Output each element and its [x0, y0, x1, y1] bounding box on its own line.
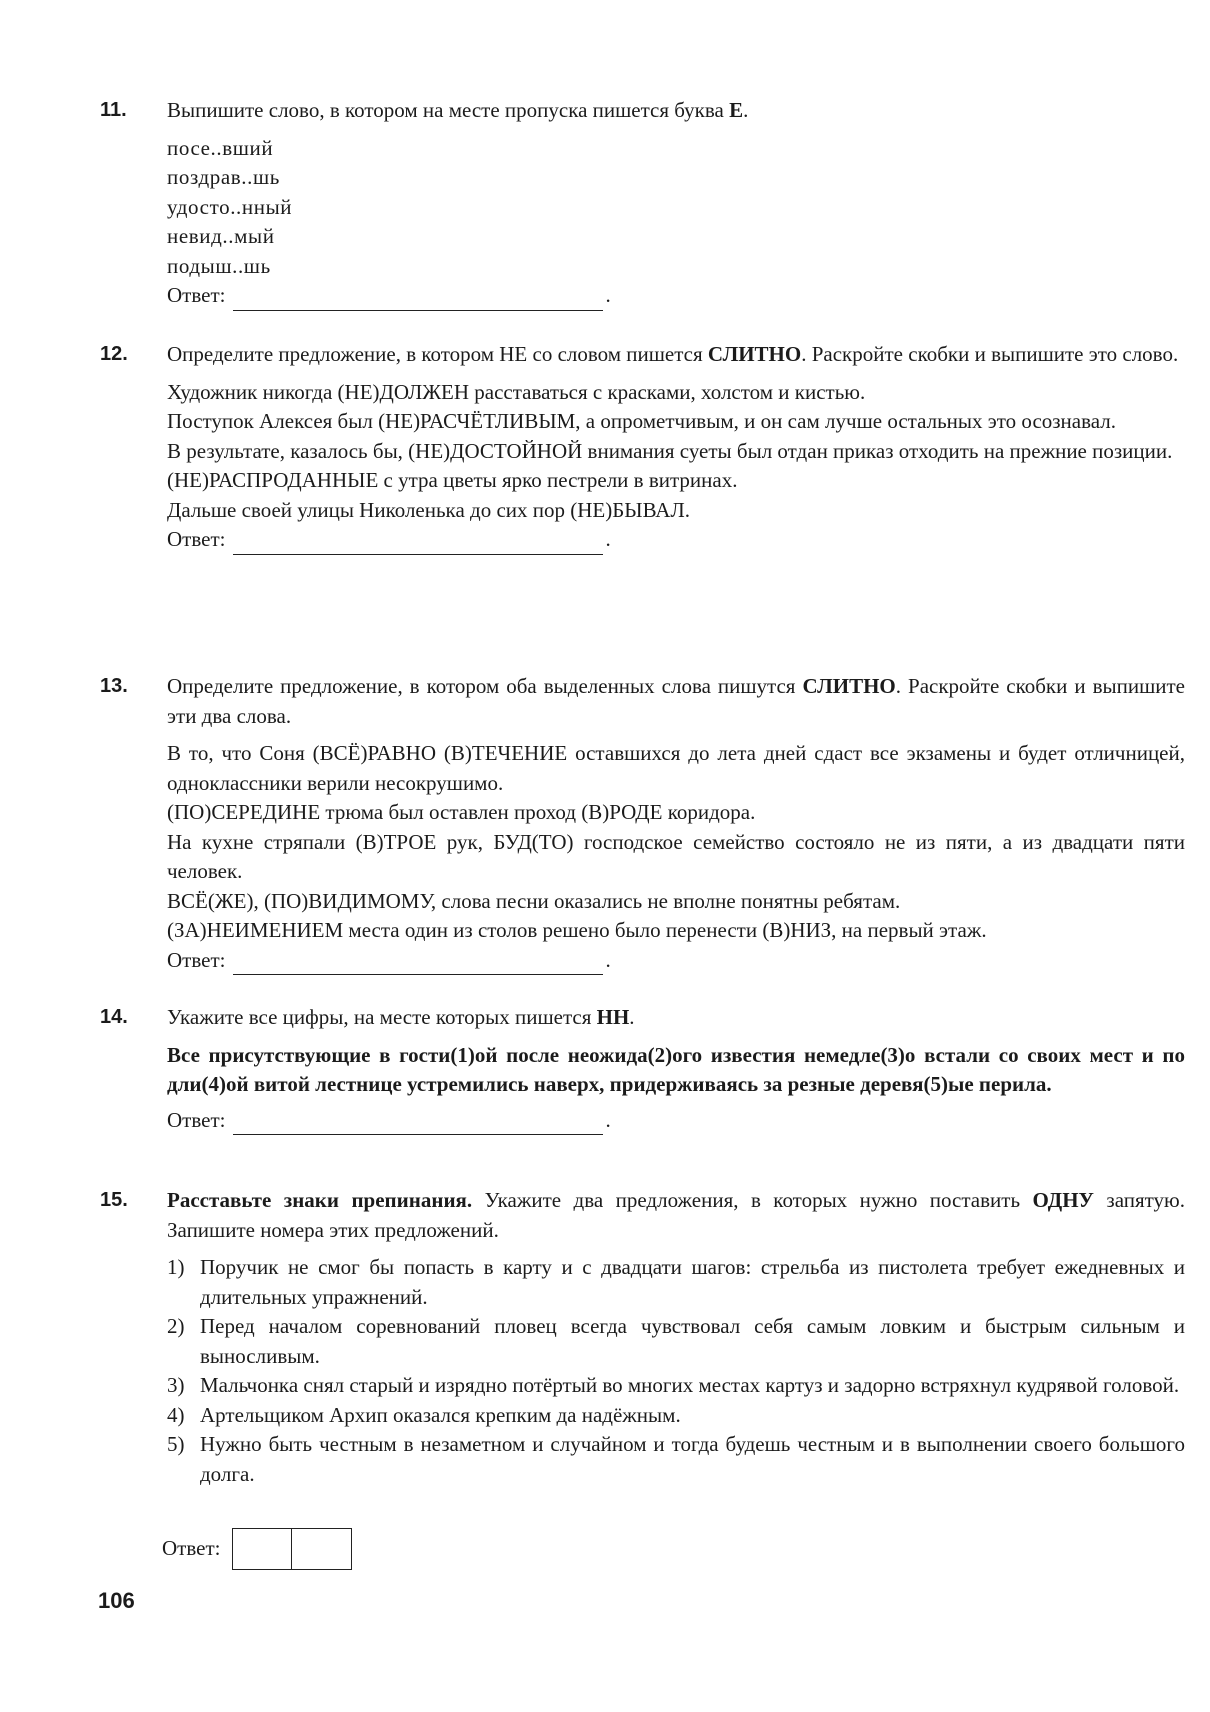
list-item: 5) Нужно быть честным в незаметном и случайном и тогда будешь честным и в выполнении своего большого долга.: [167, 1432, 1185, 1486]
answer-field[interactable]: [233, 290, 603, 311]
list-item: Дальше своей улицы Николенька до сих пор (НЕ)БЫВАЛ.: [167, 497, 690, 522]
answer-label: Ответ:: [167, 527, 226, 551]
list-item: ВСЁ(ЖЕ), (ПО)ВИДИМОМУ, слова песни оказались не вполне понятны ребятам.: [167, 888, 901, 913]
list-item: Поступок Алексея был (НЕ)РАСЧЁТЛИВЫМ, а опрометчивым, и он сам лучше остальных это осознавал.: [167, 409, 1116, 433]
answer-label: Ответ:: [167, 947, 226, 972]
sentence-list: [167, 378, 1185, 526]
task-number: 13.: [100, 675, 128, 697]
list-item: 2) Перед началом соревнований пловец всегда чувствовал себя самым ловким и быстрым сильным и выносливым.: [167, 1314, 1185, 1368]
list-item: (ЗА)НЕИМЕНИЕМ места один из столов решено было перенести (В)НИЗ, на первый этаж.: [167, 918, 987, 942]
task-question: Укажите все цифры, на месте которых пишется НН.: [167, 1005, 635, 1029]
answer-box[interactable]: [292, 1528, 352, 1570]
list-item: 3) Мальчонка снял старый и изрядно потёртый во многих местах картуз и задорно встряхнул кудрявой головой.: [167, 1373, 1180, 1397]
answer-row: Ответ: .: [167, 525, 1185, 555]
list-item: поздрав..шь: [167, 165, 280, 189]
answer-row: Ответ: .: [167, 946, 1185, 976]
list-item: подыш..шь: [167, 253, 271, 278]
answer-label: Ответ:: [167, 283, 226, 307]
task-14: [100, 1003, 1185, 1135]
task-number: 15.: [100, 1189, 128, 1211]
list-item: Художник никогда (НЕ)ДОЛЖЕН расставаться с красками, холстом и кистью.: [167, 379, 866, 404]
option-list: [167, 1253, 1185, 1489]
answer-row: Ответ: .: [167, 281, 1185, 311]
list-item: посе..вший: [167, 135, 274, 160]
task-number: 14.: [100, 1006, 128, 1028]
answer-label: Ответ:: [167, 1107, 226, 1132]
list-item: В то, что Соня (ВСЁ)РАВНО (В)ТЕЧЕНИЕ оставшихся до лета дней сдаст все экзамены и будет отличницей, одноклассники верили несокрушимо.: [167, 741, 1185, 795]
task-number: 11.: [100, 99, 127, 121]
list-item: 1) Поручик не смог бы попасть в карту и с двадцати шагов: стрельба из пистолета требует ежедневных и длительных упражнений.: [167, 1255, 1185, 1309]
task-question: Расставьте знаки препинания. Укажите два предложения, в которых нужно поставить ОДНУ запятую. Запишите номера этих предложений.: [167, 1188, 1185, 1242]
task-question: Выпишите слово, в котором на месте пропуска пишется буква Е.: [167, 98, 749, 122]
list-item: В результате, казалось бы, (НЕ)ДОСТОЙНОЙ внимания суеты был отдан приказ отходить на прежние позиции.: [167, 438, 1173, 463]
task-13: [100, 672, 1185, 975]
answer-field[interactable]: [233, 954, 603, 975]
list-item: удосто..нный: [167, 194, 293, 219]
list-item: (НЕ)РАСПРОДАННЫЕ с утра цветы ярко пестрели в витринах.: [167, 468, 738, 492]
task-12: [100, 340, 1185, 555]
answer-field[interactable]: [233, 534, 603, 555]
list-item: невид..мый: [167, 224, 275, 248]
answer-row: Ответ: .: [167, 1106, 1185, 1136]
list-item: 4) Артельщиком Архип оказался крепким да надёжным.: [167, 1402, 681, 1427]
task-15: [100, 1186, 1185, 1489]
answer-label: Ответ:: [162, 1536, 221, 1561]
task-11: [100, 96, 1185, 311]
task-question: Определите предложение, в котором НЕ со словом пишется СЛИТНО. Раскройте скобки и выпишите это слово.: [167, 342, 1179, 366]
list-item: (ПО)СЕРЕДИНЕ трюма был оставлен проход (В)РОДЕ коридора.: [167, 800, 756, 824]
sentence-list: [167, 739, 1185, 946]
answer-field[interactable]: [233, 1114, 603, 1135]
word-list: [167, 134, 1185, 282]
answer-row: [162, 1528, 352, 1570]
answer-box[interactable]: [232, 1528, 292, 1570]
page-number: 106: [98, 1588, 135, 1613]
list-item: На кухне стряпали (В)ТРОЕ рук, БУД(ТО) господское семейство состояло не из пяти, а из двадцати пяти человек.: [167, 829, 1185, 883]
task-text: Все присутствующие в гости(1)ой после неожида(2)ого известия немедле(3)о встали со своих мест и по дли(4)ой витой лестнице устремились наверх, придерживаясь за резные деревя(5)ые перила.: [167, 1042, 1185, 1096]
task-number: 12.: [100, 343, 128, 365]
task-question: Определите предложение, в котором оба выделенных слова пишутся СЛИТНО. Раскройте скобки и выпишите эти два слова.: [167, 674, 1185, 728]
